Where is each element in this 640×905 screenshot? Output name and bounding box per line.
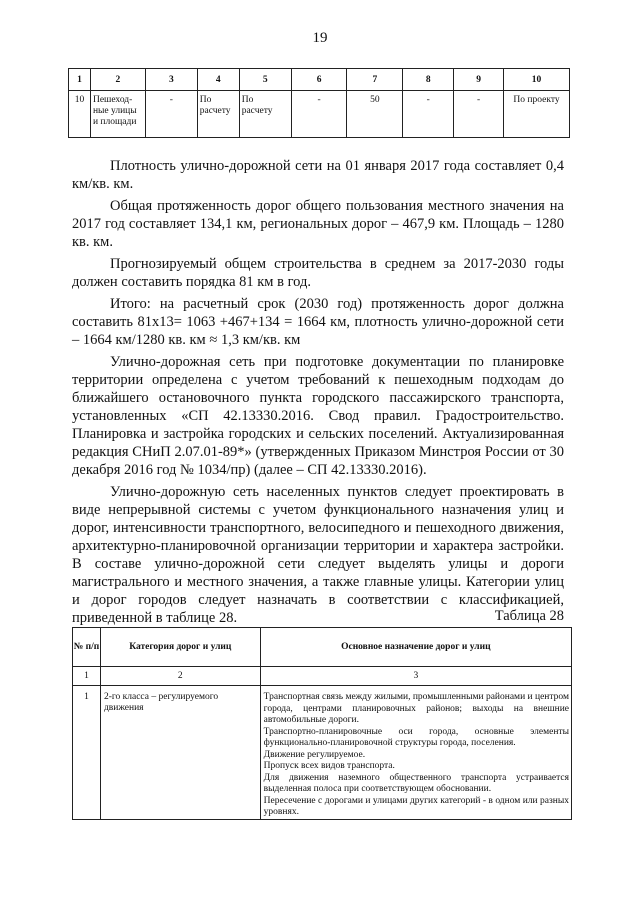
paragraph: Итого: на расчетный срок (2030 год) протяженность дорог должна составить 81х13= 1063 +467+134 = 1664 км, плотность улично-дорожной сети – 1664 км/1280 кв. км ≈ 1,3 км/кв. км <box>72 296 564 348</box>
table-row <box>69 91 570 138</box>
bottom-table <box>72 627 572 820</box>
table-cell: - <box>291 91 347 138</box>
top-table-header-cell: 4 <box>197 69 239 91</box>
cell-line: расчету <box>199 106 231 116</box>
top-table-header-cell: 2 <box>90 69 145 91</box>
header-cell-purpose: Основное назначение дорог и улиц <box>260 628 571 667</box>
top-table-header-cell: 8 <box>403 69 454 91</box>
cell-line: По <box>241 95 254 105</box>
purpose-line: Для движения наземного общественного транспорта устраивается выделенная полоса при соответствующем обосновании. <box>263 772 569 794</box>
table-cell <box>197 91 239 138</box>
top-table <box>68 68 570 138</box>
table-cell <box>239 91 291 138</box>
purpose-line: Пересечение с дорогами и улицами других категорий - в одном или разных уровнях. <box>263 795 569 817</box>
top-table-header-cell: 9 <box>454 69 504 91</box>
table-cell: - <box>403 91 454 138</box>
purpose-line: Пропуск всех видов транспорта. <box>263 761 395 771</box>
top-table-header-cell: 7 <box>347 69 403 91</box>
page-number: 19 <box>312 30 328 46</box>
table-cell: - <box>454 91 504 138</box>
street-type-line: и площади <box>92 117 137 127</box>
street-type-line: ные улицы <box>92 106 137 116</box>
top-table-header-cell: 10 <box>504 69 570 91</box>
body-text <box>72 157 564 631</box>
table-cell: 50 <box>347 91 403 138</box>
bottom-table-number-row <box>73 667 572 686</box>
paragraph: Улично-дорожную сеть населенных пунктов следует проектировать в виде непрерывной системы с учетом функционального назначения улиц и дорог, интенсивности транспортного, велосипедного и пешеходного движения, архитектурно-планировочной организации территории и характера застройки. В составе улично-дорожной сети следует выделять улицы и дороги магистрального и местного значения, а также главные улицы. Категории улиц и дорог городов следует назначать в соответствии с классификацией, приведенной в таблице 28. <box>72 484 564 626</box>
street-type-line: Пешеход- <box>92 95 133 105</box>
top-table-header-cell: 1 <box>69 69 91 91</box>
table-row <box>73 686 572 820</box>
top-table-header-cell: 6 <box>291 69 347 91</box>
header-cell-category: Категория дорог и улиц <box>100 628 260 667</box>
top-table-header-row <box>69 69 570 91</box>
purpose-line: Движение регулируемое. <box>263 749 366 760</box>
cell-line: По <box>199 95 212 105</box>
top-table-header-cell: 5 <box>239 69 291 91</box>
header-cell-number: № п/п <box>73 628 101 667</box>
road-category: 2-го класса – регулируемого движения <box>100 686 260 820</box>
paragraph: Прогнозируемый общем строительства в среднем за 2017-2030 годы должен составить порядка 81 км в год. <box>72 256 564 290</box>
table-cell: - <box>145 91 197 138</box>
top-table-header-cell: 3 <box>145 69 197 91</box>
paragraph: Плотность улично-дорожной сети на 01 января 2017 года составляет 0,4 км/кв. км. <box>72 158 564 192</box>
column-number: 1 <box>73 667 101 686</box>
paragraph: Общая протяженность дорог общего пользования местного значения на 2017 год составляет 134,1 км, региональных дорог – 467,9 км. Площадь – 1280 кв. км. <box>72 198 564 250</box>
column-number: 2 <box>100 667 260 686</box>
paragraph: Улично-дорожная сеть при подготовке документации по планировке территории определена с учетом требований к пешеходным подходам до ближайшего остановочного пункта городского пассажирского транспорта, установленных «СП 42.13330.2016. Свод правил. Градостроительство. Планировка и застройка городских и сельских поселений. Актуализированная редакция СНиП 2.07.01-89*» (утвержденных Приказом Минстроя России от 30 декабря 2016 год № 1034/пр) (далее – СП 42.13330.2016). <box>72 354 564 478</box>
row-number: 10 <box>69 91 91 138</box>
column-number: 3 <box>260 667 571 686</box>
purpose-line: Транспортно-планировочные оси города, основные элементы функционально-планировочной структуры города, поселения. <box>263 726 569 748</box>
street-type-cell <box>90 91 145 138</box>
cell-line: расчету <box>241 106 273 116</box>
table-caption: Таблица 28 <box>494 608 564 624</box>
table-cell: По проекту <box>504 91 570 138</box>
purpose-line: Транспортная связь между жилыми, промышленными районами и центром города, центрами планировочных районов; выходы на внешние автомобильные дороги. <box>263 692 569 725</box>
row-number: 1 <box>73 686 101 820</box>
bottom-table-header-row <box>73 628 572 667</box>
road-purpose <box>260 686 571 820</box>
